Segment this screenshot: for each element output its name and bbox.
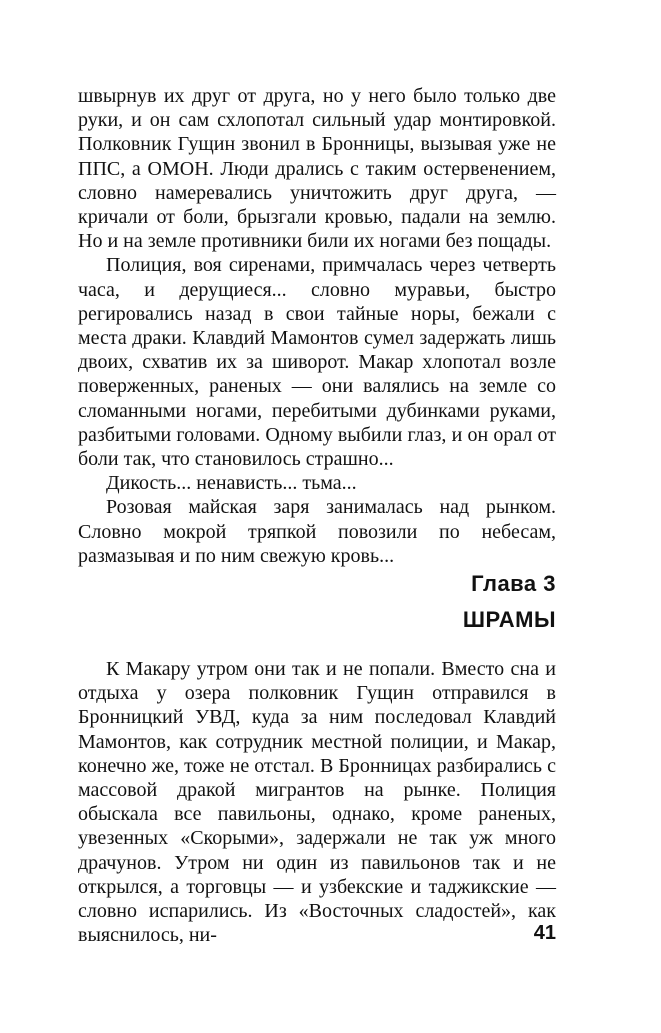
- text-block-top: [78, 84, 556, 568]
- paragraph-police: Полиция, воя сиренами, примчалась через четверть часа, и дерущиеся... словно муравьи, быстро регировались назад в свои тайные норы, бежали с места драки. Клавдий Мамонтов сумел задержать лишь двоих, схватив их за шиворот. Макар хлопотал возле поверженных, раненых — они валялись на земле со сломанными ногами, перебитыми дубинками руками, разбитыми головами. Одному выбили глаз, и он орал от боли так, что становилось страшно...: [78, 254, 556, 471]
- page-number: 41: [533, 922, 556, 944]
- paragraph-wildness: Дикость... ненависть... тьма...: [106, 472, 357, 495]
- paragraph-chapter-start: К Макару утром они так и не попали. Вместо сна и отдыха у озера полковник Гущин отправился в Бронницкий УВД, куда за ним последовал Клавдий Мамонтов, как сотрудник местной полиции, и Макар, конечно же, тоже не отстал. В Бронницах разбирались с массовой дракой мигрантов на рынке. Полиция обыскала все павильоны, однако, кроме раненых, увезенных «Скорыми», задержали не так уж много драчунов. Утром ни один из павильонов так и не открылся, а торговцы — и узбекские и таджикские — словно испарились. Из «Восточных сладостей», как выяснилось, ни-: [78, 658, 556, 947]
- paragraph-dawn: Розовая майская заря занималась над рынком. Словно мокрой тряпкой повозили по небесам, размазывая и по ним свежую кровь...: [78, 496, 556, 567]
- chapter-title: ШРАМЫ: [462, 607, 556, 632]
- paragraph-continuation: швырнув их друг от друга, но у него было только две руки, и он сам схлопотал сильный удар монтировкой. Полковник Гущин звонил в Бронницы, вызывая уже не ППС, а ОМОН. Люди дрались с таким остервенением, словно намеревались уничтожить друг друга, — кричали от боли, брызгали кровью, падали на землю. Но и на земле противники били их ногами без пощады.: [78, 85, 556, 253]
- text-block-bottom: [78, 657, 556, 947]
- chapter-label: Глава 3: [471, 571, 556, 596]
